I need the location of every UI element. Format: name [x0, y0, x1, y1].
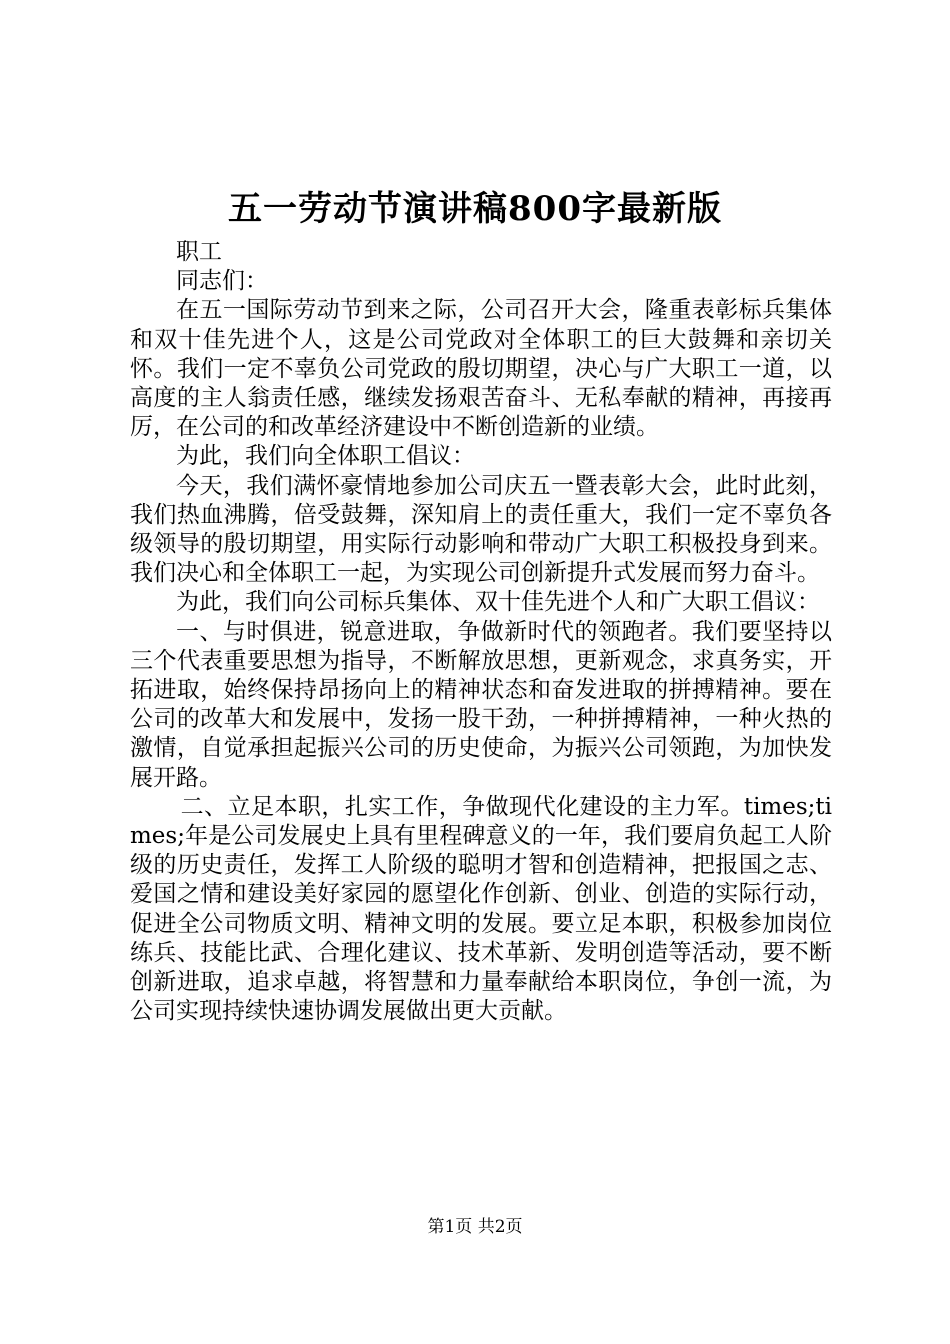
document-body: [130, 238, 832, 1026]
paragraph-proposal-intro-2: 为此，我们向公司标兵集体、双十佳先进个人和广大职工倡议：: [176, 589, 820, 616]
paragraph-point-two: 二、立足本职，扎实工作，争做现代化建设的主力军。times;times;年是公司发展史上具有里程碑意义的一年，我们要肩负起工人阶级的历史责任，发挥工人阶级的聪明才智和创造精神，把报国之志、爱国之情和建设美好家园的愿望化作创新、创业、创造的实际行动，促进全公司物质文明、精神文明的发展。要立足本职，积极参加岗位练兵、技能比武、合理化建议、技术革新、发明创造等活动，要不断创新进取，追求卓越，将智慧和力量奉献给本职岗位，争创一流，为公司实现持续快速协调发展做出更大贡献。: [130, 793, 832, 1025]
paragraph-proposal-intro: 为此，我们向全体职工倡议：: [176, 443, 475, 470]
page-number-footer: 第1页 共2页: [427, 1217, 523, 1237]
paragraph-salutation-2: 同志们：: [176, 268, 268, 295]
paragraph-today: 今天，我们满怀豪情地参加公司庆五一暨表彰大会，此时此刻，我们热血沸腾，倍受鼓舞，深知肩上的责任重大，我们一定不辜负各级领导的殷切期望，用实际行动影响和带动广大职工积极投身到来。我们决心和全体职工一起，为实现公司创新提升式发展而努力奋斗。: [130, 472, 832, 587]
document-title: 五一劳动节演讲稿800字最新版: [228, 189, 722, 229]
paragraph-opening: 在五一国际劳动节到来之际，公司召开大会，隆重表彰标兵集体和双十佳先进个人，这是公司党政对全体职工的巨大鼓舞和亲切关怀。我们一定不辜负公司党政的殷切期望，决心与广大职工一道，以高度的主人翁责任感，继续发扬艰苦奋斗、无私奉献的精神，再接再厉，在公司的和改革经济建设中不断创造新的业绩。: [130, 297, 832, 441]
paragraph-point-one: 一、与时俱进，锐意进取，争做新时代的领跑者。我们要坚持以三个代表重要思想为指导，不断解放思想，更新观念，求真务实，开拓进取，始终保持昂扬向上的精神状态和奋发进取的拼搏精神。要在公司的改革大和发展中，发扬一股干劲，一种拼搏精神，一种火热的激情，自觉承担起振兴公司的历史使命，为振兴公司领跑，为加快发展开路。: [130, 618, 832, 791]
paragraph-salutation-1: 职工: [176, 239, 222, 265]
